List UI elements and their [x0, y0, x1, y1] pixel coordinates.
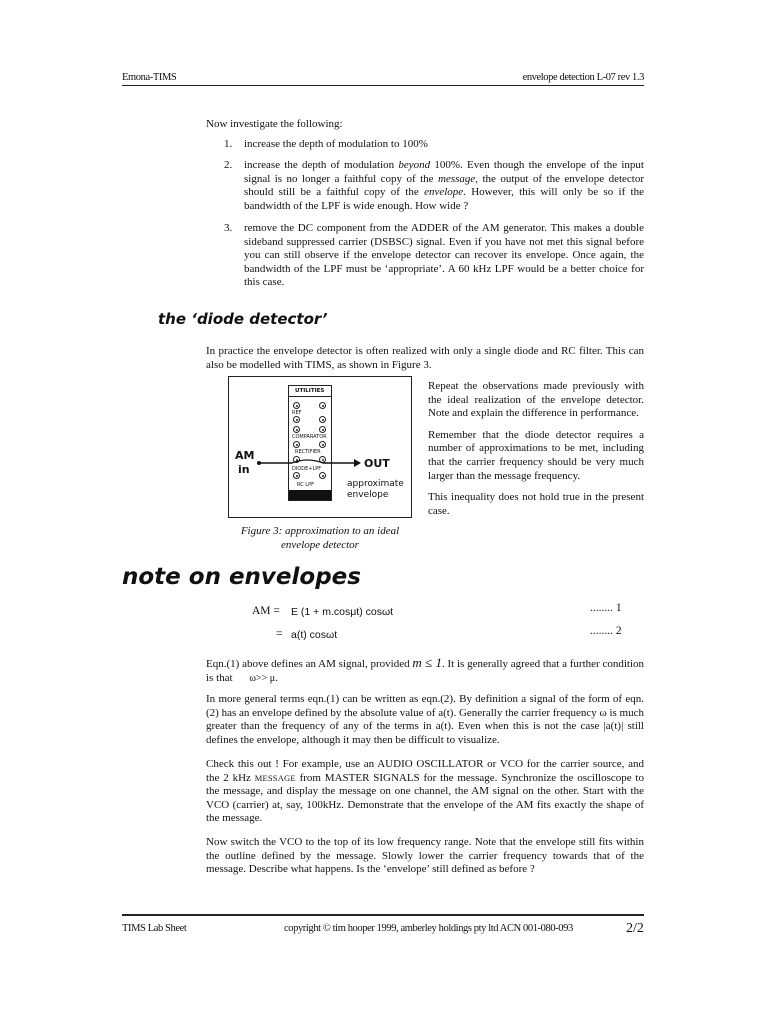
- header-right: envelope detection L-07 rev 1.3: [522, 72, 644, 83]
- intro-text: Now investigate the following:: [206, 118, 343, 130]
- section-heading-envelopes: note on envelopes: [122, 564, 361, 590]
- right-paragraph: Repeat the observations made previously with the ideal realization of the envelope detector. Note and explain the difference in performance.: [428, 380, 644, 420]
- paragraph-check-this: Check this out ! For example, use an AUDIO OSCILLATOR or VCO for the carrier source, and the 2 kHz MESSAGE from MASTER SIGNALS for the message. Synchronize the oscilloscope to the message, and display the message on one channel, the AM signal on the other. Start with the VCO (carrier) at, say, 100kHz. Demonstrate that the envelope of the AM fits exactly the shape of the message.: [206, 758, 644, 825]
- page-number: 2/2: [626, 921, 644, 936]
- eq2-lhs: =: [276, 628, 283, 640]
- header-left: Emona-TIMS: [122, 72, 177, 83]
- figure-caption: Figure 3: approximation to an ideal envelope detector: [240, 525, 400, 551]
- paragraph-general-terms: In more general terms eqn.(1) can be written as eqn.(2). By definition a signal of the form of eqn.(2) has an envelope defined by the absolute value of a(t). Generally the carrier frequency ω is much greater than the frequency of any of the terms in a(t). Even when this is not the case |a(t)| still defines the envelope, although it may then be difficult to visualize.: [206, 693, 644, 746]
- right-paragraph: Remember that the diode detector requires a number of approximations to be met, including that the carrier frequency should be very much larger than the message frequency.: [428, 428, 644, 482]
- header-rule: [122, 85, 644, 86]
- right-paragraph: This inequality does not hold true in the present case.: [428, 491, 644, 517]
- output-note-2: envelope: [347, 490, 389, 500]
- footer-copyright: copyright © tim hooper 1999, amberley holdings pty ltd ACN 001-080-093: [284, 923, 573, 934]
- section-heading-diode: the ‘diode detector’: [158, 310, 328, 328]
- eq1-number: ........ 1: [590, 602, 622, 614]
- footer-left: TIMS Lab Sheet: [122, 923, 187, 934]
- eq1-lhs: AM =: [252, 605, 280, 617]
- utilities-panel: UTILITIES REF COMPARATOR RECTIFIER DIODE+LPF RC LPF: [288, 385, 332, 501]
- output-label: OUT: [364, 457, 390, 470]
- eq2-number: ........ 2: [590, 625, 622, 637]
- figure-3: [228, 376, 412, 518]
- paragraph-vco-switch: Now switch the VCO to the top of its low frequency range. Note that the envelope still fits within the outline defined by the message. Slowly lower the carrier frequency towards that of the message. Describe what happens. Is the ‘envelope’ still defined as before ?: [206, 836, 644, 876]
- section1-paragraph: In practice the envelope detector is often realized with only a single diode and RC filter. This can also be modelled with TIMS, as shown in Figure 3.: [206, 345, 644, 371]
- arrow-right-icon: [354, 459, 361, 467]
- paragraph-am-definition: Eqn.(1) above defines an AM signal, provided m ≤ 1. It is generally agreed that a further condition is that ω>> μ.: [206, 655, 645, 684]
- eq1-rhs: E (1 + m.cosμt) cosωt: [291, 606, 394, 618]
- input-label: AM: [235, 449, 255, 462]
- output-note: approximate: [347, 479, 404, 489]
- footer-rule: [122, 914, 644, 916]
- input-label-2: in: [238, 463, 250, 476]
- right-column: [428, 380, 644, 518]
- eq2-rhs: a(t) cosωt: [291, 629, 338, 641]
